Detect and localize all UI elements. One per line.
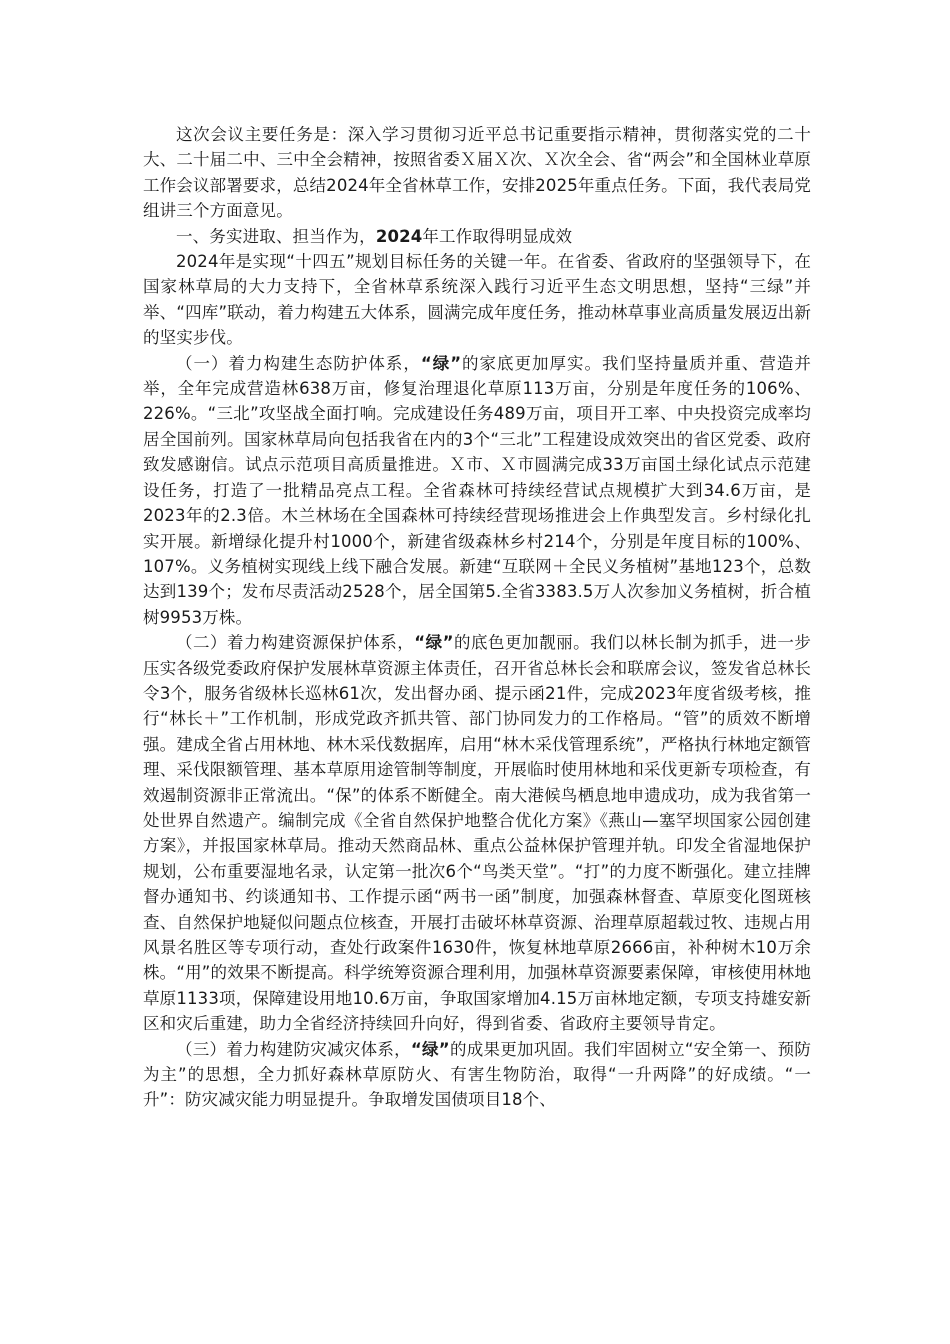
paragraph-resource-protection-text: 的底色更加靓丽。我们以林长制为抓手，进一步压实各级党委政府保护发展林草资源主体责任，召开省总林长会和联席会议，签发省总林长令3个，服务省级林长巡林61次，发出督办函、提示函21件，完成2023年度省级考核，推行“林长＋”工作机制，形成党政齐抓共管、部门协同发力的工作格局。“管”的质效不断增强。建成全省占用林地、林木采伐数据库，启用“林木采伐管理系统”，严格执行林地定额管理、采伐限额管理、基本草原用途管制等制度，开展临时使用林地和采伐更新专项检查，有效遏制资源非正常流出。“保”的体系不断健全。南大港候鸟栖息地申遗成功，成为我省第一处世界自然遗产。编制完成《全省自然保护地整合优化方案》《燕山—塞罕坝国家公园创建方案》，并报国家林草局。推动天然商品林、重点公益林保护管理并轨。印发全省湿地保护规划，公布重要湿地名录，认定第一批次6个“鸟类天堂”。“打”的力度不断强化。建立挂牌督办通知书、约谈通知书、工作提示函“两书一函”制度，加强森林督查、草原变化图斑核查、自然保护地疑似问题点位核查，开展打击破坏林草资源、治理草原超载过牧、违规占用风景名胜区等专项行动，查处行政案件1630件，恢复林地草原2666亩，补种树木10万余株。“用”的效果不断提高。科学统筹资源合理利用，加强林草资源要素保障，审核使用林地草原1133项，保障建设用地10.6万亩，争取国家增加4.15万亩林地定额，专项支持雄安新区和灾后重建，助力全省经济持续回升向好，得到省委、省政府主要领导肯定。 bbox=[143, 633, 811, 1034]
paragraph-ecological-protection bbox=[143, 351, 811, 630]
section-heading-1-lead: 一、务实进取、担当作为， bbox=[176, 226, 376, 246]
paragraph-disaster-prevention-lead: （三）着力构建防灾减灾体系， bbox=[176, 1039, 411, 1059]
paragraph-disaster-prevention bbox=[143, 1037, 811, 1113]
section-heading-1-text: 年工作取得明显成效 bbox=[422, 226, 573, 246]
paragraph-ecological-protection-text: 的家底更加厚实。我们坚持量质并重、营造并举，全年完成营造林638万亩，修复治理退化草原113万亩，分别是年度任务的106%、226%。“三北”攻坚战全面打响。完成建设任务489万亩，项目开工率、中央投资完成率均居全国前列。国家林草局向包括我省在内的3个“三北”工程建设成效突出的省区党委、政府致发感谢信。试点示范项目高质量推进。Ｘ市、Ｘ市圆满完成33万亩国土绿化试点示范建设任务，打造了一批精品亮点工程。全省森林可持续经营试点规模扩大到34.6万亩，是2023年的2.3倍。木兰林场在全国森林可持续经营现场推进会上作典型发言。乡村绿化扎实开展。新增绿化提升村1000个，新建省级森林乡村214个，分别是年度目标的100%、107%。义务植树实现线上线下融合发展。新建“互联网＋全民义务植树”基地123个，总数达到139个；发布尽责活动2528个，居全国第5.全省3383.5万人次参加义务植树，折合植树9953万株。 bbox=[143, 353, 812, 627]
paragraph-ecological-protection-lead: （一）着力构建生态防护体系， bbox=[176, 353, 421, 373]
document-body bbox=[143, 122, 811, 1113]
paragraph-intro bbox=[143, 122, 811, 224]
paragraph-resource-protection-keyword: “绿” bbox=[414, 633, 454, 653]
paragraph-resource-protection bbox=[143, 630, 811, 1037]
paragraph-resource-protection-lead: （二）着力构建资源保护体系， bbox=[176, 633, 415, 653]
section-heading-1 bbox=[143, 224, 811, 249]
section-heading-1-year: 2024 bbox=[375, 226, 423, 246]
paragraph-disaster-prevention-keyword: “绿” bbox=[410, 1039, 450, 1059]
paragraph-disaster-prevention-text: 的成果更加巩固。我们牢固树立“安全第一、预防为主”的思想，全力抓好森林草原防火、有害生物防治，取得“一升两降”的好成绩。“一升”：防灾减灾能力明显提升。争取增发国债项目18个、 bbox=[143, 1039, 811, 1110]
paragraph-overview-text: 2024年是实现“十四五”规划目标任务的关键一年。在省委、省政府的坚强领导下，在国家林草局的大力支持下，全省林草系统深入践行习近平生态文明思想，坚持“三绿”并举、“四库”联动，着力构建五大体系，圆满完成年度任务，推动林草事业高质量发展迈出新的坚实步伐。 bbox=[143, 252, 811, 348]
paragraph-intro-text: 这次会议主要任务是：深入学习贯彻习近平总书记重要指示精神，贯彻落实党的二十大、二十届二中、三中全会精神，按照省委Ｘ届Ｘ次、Ｘ次全会、省“两会”和全国林业草原工作会议部署要求，总结2024年全省林草工作，安排2025年重点任务。下面，我代表局党组讲三个方面意见。 bbox=[143, 125, 811, 221]
paragraph-ecological-protection-keyword: “绿” bbox=[420, 353, 462, 373]
paragraph-overview bbox=[143, 249, 811, 351]
